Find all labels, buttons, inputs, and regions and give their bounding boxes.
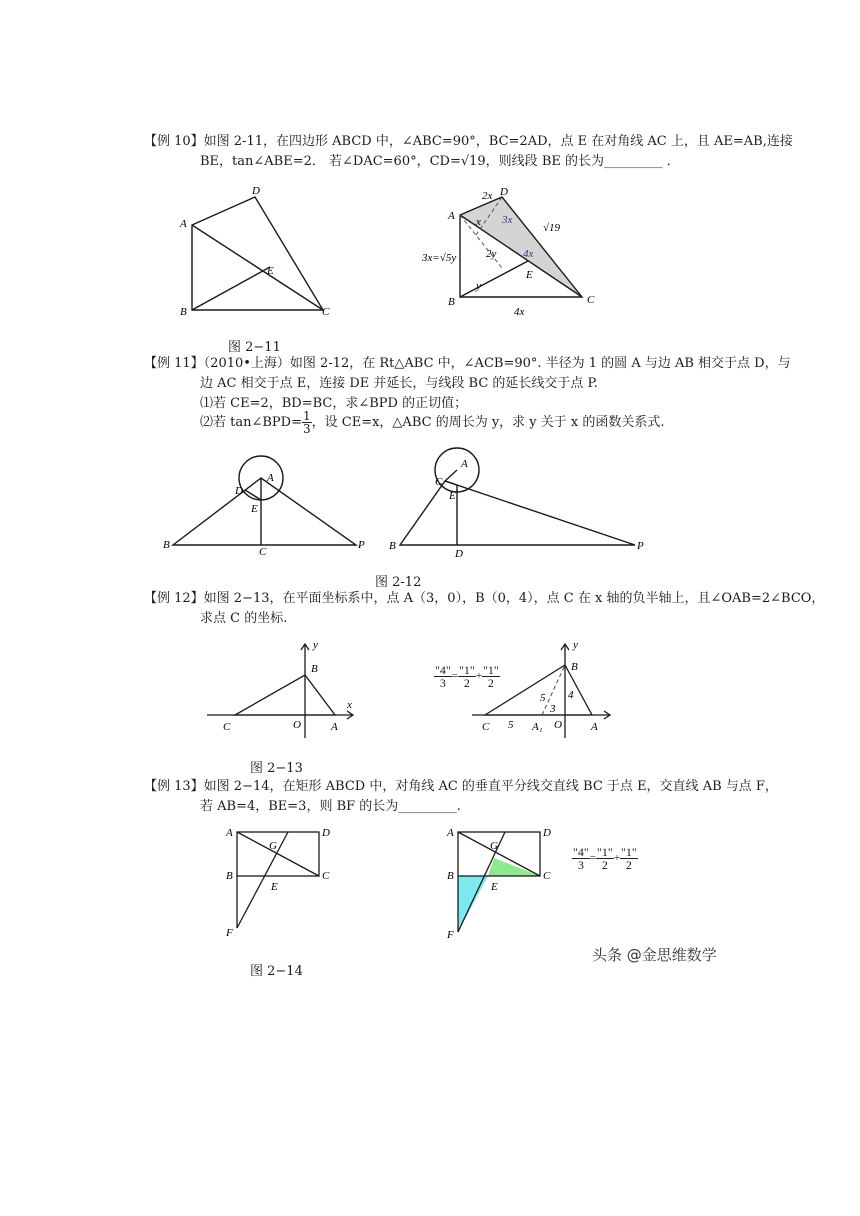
label-P: P (637, 540, 644, 552)
mark-4x-bottom: 4x (514, 306, 525, 318)
label-E: E (491, 881, 498, 893)
label-B: B (447, 870, 454, 882)
label-D: D (500, 186, 508, 198)
caption-2-12: 图 2-12 (375, 575, 422, 590)
label-C: C (322, 870, 330, 882)
ex11-line3: ⑴若 CE=2，BD=BC，求∠BPD 的正切值； (200, 396, 468, 411)
label-D: D (322, 827, 330, 839)
mark-4x-mid: 4x (523, 248, 534, 260)
label-C: C (223, 721, 231, 733)
figure-2-12-right (385, 445, 650, 560)
ex13-line1: 【例 13】如图 2−14，在矩形 ABCD 中，对角线 AC 的垂直平分线交直线 BC 于点 E，交直线 AB 与点 F， (144, 779, 778, 794)
mark-3: 3 (550, 703, 556, 715)
label-A: A (447, 827, 454, 839)
formula-ex12: $\frac{"4"}{3}$ = $\frac{"1"}{2}$ + $\frac{"1"}{2}$ (435, 663, 499, 690)
caption-2-13: 图 2−13 (250, 761, 303, 776)
ex10-line1: 【例 10】如图 2-11，在四边形 ABCD 中，∠ABC=90°，BC=2AD，点 E 在对角线 AC 上，且 AE=AB,连接 (144, 134, 793, 149)
label-C: C (259, 546, 267, 558)
label-A: A (448, 210, 455, 222)
label-A: A (461, 458, 468, 470)
label-D: D (543, 827, 551, 839)
label-E: E (271, 881, 278, 893)
label-C: C (435, 476, 443, 488)
figure-2-12-left (155, 450, 370, 560)
axis-x: x (347, 699, 352, 711)
figure-2-14-right (443, 822, 563, 942)
mark-x: x (476, 216, 481, 228)
axis-y: y (573, 639, 578, 651)
label-C: C (587, 294, 595, 306)
ex12-line2: 求点 C 的坐标. (200, 611, 288, 626)
label-G: G (269, 840, 277, 852)
caption-2-14: 图 2−14 (250, 964, 303, 979)
watermark: 头条 @金思维数学 (592, 946, 717, 964)
label-A: A (267, 472, 274, 484)
mark-y: y (476, 280, 481, 292)
label-O: O (293, 719, 301, 731)
axis-y: y (313, 639, 318, 651)
label-B: B (226, 870, 233, 882)
mark-2x: 2x (482, 190, 493, 202)
label-A: A (226, 827, 233, 839)
mark-5-dashed: 5 (540, 692, 546, 704)
figure-2-13-right (470, 640, 620, 740)
label-E: E (267, 265, 274, 277)
label-A: A (180, 218, 187, 230)
label-A: A (591, 721, 598, 733)
formula-ex13: $\frac{"4"}{3}$ = $\frac{"1"}{2}$ + $\frac{"1"}{2}$ (573, 845, 637, 872)
label-B: B (163, 539, 170, 551)
label-B: B (311, 663, 318, 675)
ex11-line1: 【例 11】（2010•上海）如图 2-12，在 Rt△ABC 中，∠ACB=90°. 半径为 1 的圆 A 与边 AB 相交于点 D，与 (144, 356, 791, 371)
label-G: G (490, 840, 498, 852)
ex11-line4 (200, 409, 665, 437)
label-C: C (482, 721, 490, 733)
ex11-line2: 边 AC 相交于点 E，连接 DE 并延长，与线段 BC 的延长线交于点 P. (200, 376, 598, 391)
mark-5-base: 5 (508, 719, 514, 731)
label-F: F (447, 929, 454, 941)
label-B: B (180, 306, 187, 318)
ex11-line4-a: ⑵若 tan∠BPD= (200, 415, 302, 430)
label-D: D (455, 548, 463, 560)
mark-4: 4 (568, 689, 574, 701)
label-C: C (322, 306, 330, 318)
ex11-line4-b: ，设 CE=x，△ABC 的周长为 y，求 y 关于 x 的函数关系式. (311, 415, 665, 430)
label-E: E (526, 269, 533, 281)
mark-3x-sqrt5y: 3x=√5y (422, 252, 457, 264)
label-O: O (554, 719, 562, 731)
label-D: D (235, 485, 243, 497)
figure-2-11-right (420, 185, 620, 325)
label-D: D (252, 185, 260, 197)
label-C: C (543, 870, 551, 882)
ex10-line2: BE，tan∠ABE=2． 若∠DAC=60°，CD=√19，则线段 BE 的长为_________ ． (200, 154, 680, 169)
label-E: E (449, 490, 456, 502)
label-B: B (448, 296, 455, 308)
figure-2-11-left (170, 185, 340, 325)
mark-3x: 3x (502, 214, 513, 226)
figure-2-13-left (205, 640, 365, 740)
fraction-one-third: $\frac{1}{3}$ (303, 409, 311, 436)
label-E: E (251, 503, 258, 515)
label-B: B (571, 661, 578, 673)
label-P: P (358, 539, 365, 551)
mark-2y: 2y (486, 248, 497, 260)
label-A: A (331, 721, 338, 733)
label-A1: A₁ (532, 721, 543, 733)
label-F: F (226, 927, 233, 939)
ex13-line2: 若 AB=4，BE=3，则 BF 的长为_________. (200, 799, 461, 814)
figure-2-14-left (222, 822, 342, 942)
caption-2-11: 图 2−11 (228, 340, 281, 355)
label-B: B (389, 540, 396, 552)
mark-sqrt19: √19 (543, 222, 561, 234)
ex12-line1: 【例 12】如图 2−13，在平面坐标系中，点 A（3，0），B（0，4），点 C 在 x 轴的负半轴上，且∠OAB=2∠BCO， (144, 591, 825, 606)
